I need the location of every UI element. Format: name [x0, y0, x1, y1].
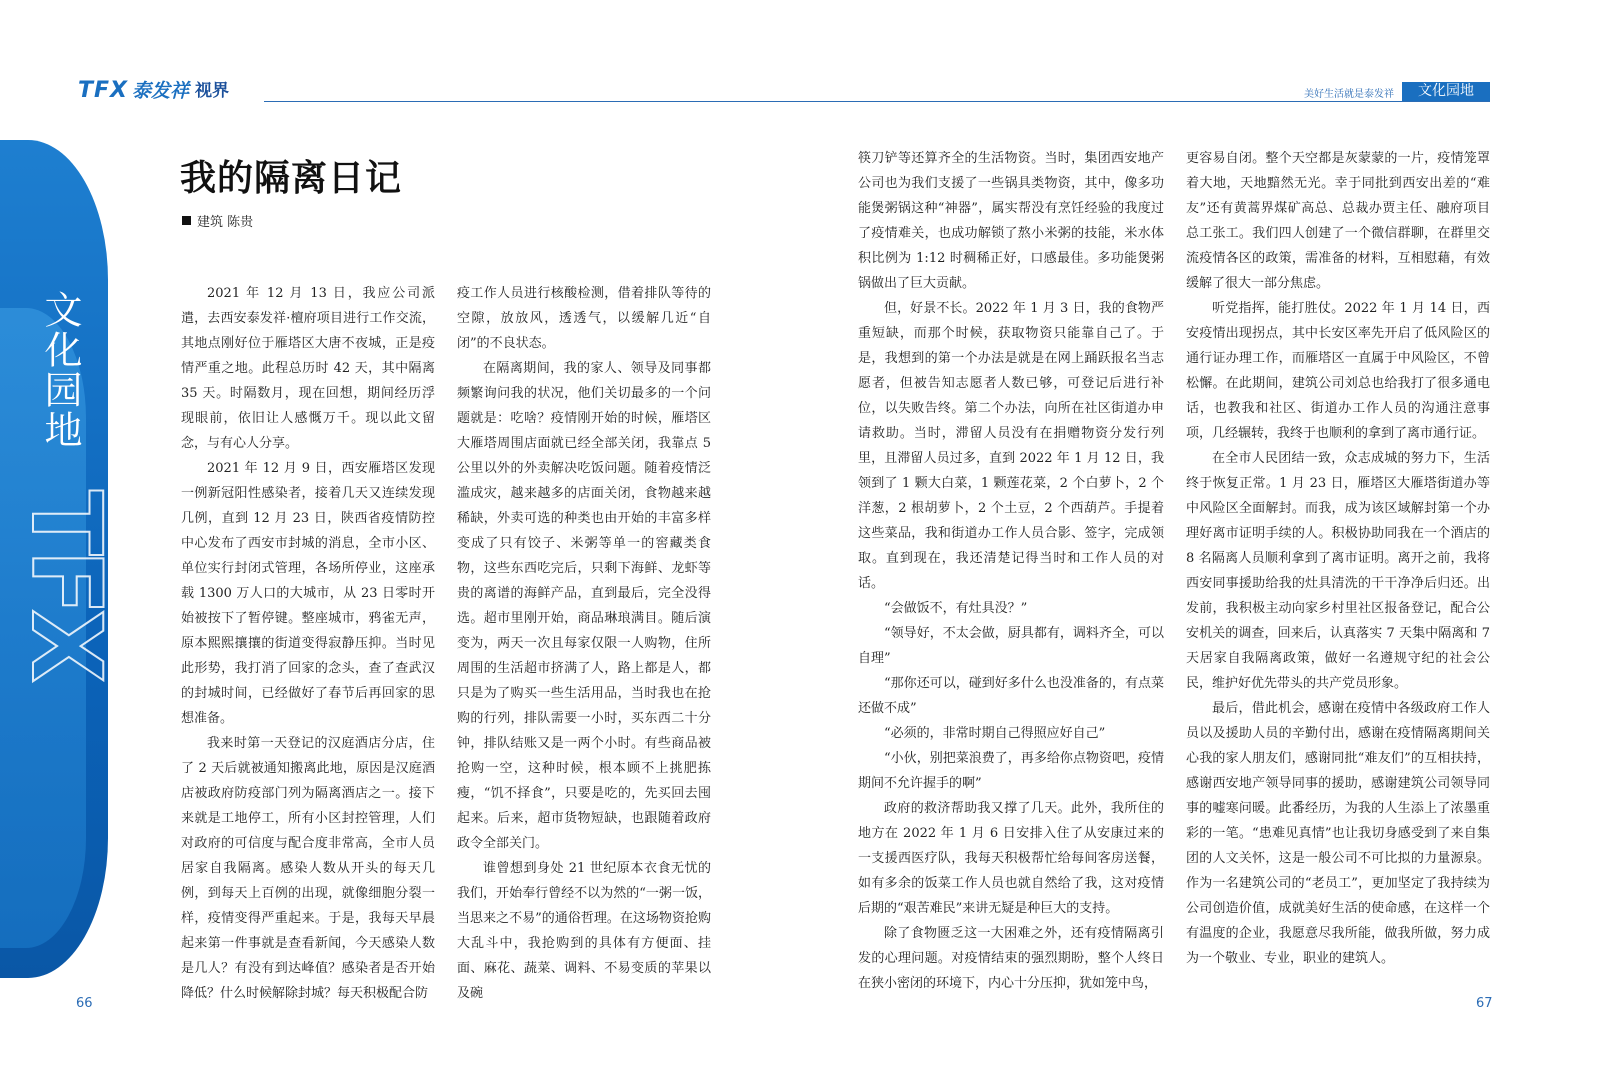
header-divider [264, 101, 1490, 102]
paragraph: 政府的救济帮助我又撑了几天。此外，我所住的地方在 2022 年 1 月 6 日安排入住了从安康过来的一支援西医疗队，我每天积极帮忙给每间客房送餐，如有多余的饭菜工作人员也就自然给了我，这对疫情后期的“艰苦难民”来讲无疑是种巨大的支持。 [858, 801, 1164, 916]
logo-tfx-text: TFX [78, 78, 128, 103]
side-section-title: 文化园地 [38, 290, 82, 450]
article-title: 我的隔离日记 [180, 158, 403, 199]
dialogue-line: “小伙，别把菜浪费了，再多给你点物资吧，疫情期间不允许握手的啊” [858, 751, 1164, 791]
paragraph: 在隔离期间，我的家人、领导及同事都频繁询问我的状况，他们关切最多的一个问题就是：吃啥？疫情刚开始的时候，雁塔区大雁塔周围店面就已经全部关闭，我靠点 5 公里以外的外卖解决吃饭问题。随着疫情泛滥成灾，越来越多的店面关闭，食物越来越稀缺，外卖可选的种类也由开始的丰富多样变成了只有饺子、米粥等单一的窖藏类食物，这些东西吃完后，只剩下海鲜、龙虾等贵的离谱的海鲜产品，直到最后，完全没得选。超市里刚开始，商品琳琅满目。随后演变为，两天一次且每家仅限一人购物，住所周围的生活超市挤满了人，路上都是人，都只是为了购买一些生活用品，当时我也在抢购的行列，排队需要一小时，买东西二十分钟，排队结账又是一两个小时。有些商品被抢购一空，这种时候，根本顾不上挑肥拣瘦，“饥不择食”，只要是吃的，先买回去囤起来。后来，超市货物短缺，也跟随着政府政令全部关门。 [457, 361, 711, 851]
dialogue-line: “必须的，非常时期自己得照应好自己” [884, 726, 1106, 741]
dialogue-line: “会做饭不，有灶具没？” [884, 601, 1028, 616]
page-header [78, 80, 1490, 104]
article-column-4 [1186, 146, 1490, 971]
dialogue-line: “领导好，不太会做，厨具都有，调料齐全，可以自理” [858, 626, 1164, 666]
article-column-3 [858, 146, 1164, 996]
paragraph: 谁曾想到身处 21 世纪原本衣食无忧的我们，开始奉行曾经不以为然的“一粥一饭，当思来之不易”的通俗哲理。在这场物资抢购大乱斗中，我抢购到的具体有方便面、挂面、麻花、蔬菜、调料、不易变质的苹果以及碗 [457, 861, 711, 1001]
paragraph: 听党指挥，能打胜仗。2022 年 1 月 14 日，西安疫情出现拐点，其中长安区率先开启了低风险区的通行证办理工作，而雁塔区一直属于中风险区，不曾松懈。在此期间，建筑公司刘总也给我打了很多通电话，也教我和社区、街道办工作人员的沟通注意事项，几经辗转，我终于也顺利的拿到了离市通行证。 [1186, 301, 1490, 441]
paragraph: 筷刀铲等还算齐全的生活物资。当时，集团西安地产公司也为我们支援了一些锅具类物资，其中，像多功能煲粥锅这种“神器”，属实帮没有烹饪经验的我度过了疫情难关，也成功解锁了熬小米粥的技能，米水体积比例为 1:12 时稠稀正好，口感最佳。多功能煲粥锅做出了巨大贡献。 [858, 151, 1164, 291]
paragraph: 除了食物匮乏这一大困难之外，还有疫情隔离引发的心理问题。对疫情结束的强烈期盼，整个人终日在狭小密闭的环境下，内心十分压抑，犹如笼中鸟， [858, 926, 1164, 991]
paragraph: 我来时第一天登记的汉庭酒店分店，住了 2 天后就被通知搬离此地，原因是汉庭酒店被政府防疫部门列为隔离酒店之一。接下来就是工地停工，所有小区封控管理，人们对政府的可信度与配合度非常高，全市人员居家自我隔离。感染人数从开头的每天几例，到每天上百例的出现，就像细胞分裂一样，疫情变得严重起来。于是，我每天早晨起来第一件事就是查看新闻，今天感染人数是几人？有没有到达峰值？感染者是否开始降低？什么时候解除封城？每天积极配合防 [181, 736, 435, 1001]
paragraph: 但，好景不长。2022 年 1 月 3 日，我的食物严重短缺，而那个时候，获取物资只能靠自己了。于是，我想到的第一个办法是就是在网上踊跃报名当志愿者，但被告知志愿者人数已够，可登记后进行补位，以失败告终。第二个办法，向所在社区街道办申请救助。当时，滞留人员没有在捐赠物资分发行列里，且滞留人员过多，直到 2022 年 1 月 12 日，我领到了 1 颗大白菜，1 颗莲花菜，2 个白萝卜，2 个洋葱，2 根胡萝卜，2 个土豆，2 个西葫芦。手提着这些菜品，我和街道办工作人员合影、签字，完成领取。直到现在，我还清楚记得当时和工作人员的对话。 [858, 301, 1164, 591]
article-column-1 [181, 281, 435, 1006]
header-slogan: 美好生活就是泰发祥 [1304, 89, 1394, 100]
paragraph: 2021 年 12 月 13 日，我应公司派遣，去西安泰发祥·檀府项目进行工作交流，其地点刚好位于雁塔区大唐不夜城，正是疫情严重之地。此程总历时 42 天，其中隔离 35 天。时隔数月，现在回想，期间经历浮现眼前，依旧让人感慨万千。现以此文留念，与有心人分享。 [181, 286, 435, 451]
brand-logo [78, 80, 229, 102]
paragraph: 在全市人民团结一致，众志成城的努力下，生活终于恢复正常。1 月 23 日，雁塔区大雁塔街道办等中风险区全面解封。而我，成为该区域解封第一个办理好离市证明手续的人。积极协助同我在一个酒店的 8 名隔离人员顺利拿到了离市证明。离开之前，我将西安同事援助给我的灶具清洗的干干净净后归还。出发前，我积极主动向家乡村里社区报备登记，配合公安机关的调查，回来后，认真落实 7 天集中隔离和 7 天居家自我隔离政策，做好一名遵规守纪的社会公民，维护好优先带头的共产党员形象。 [1186, 451, 1490, 691]
logo-subtitle: 视界 [195, 81, 230, 101]
section-badge: 文化园地 [1402, 82, 1490, 101]
author-name: 建筑 陈贵 [197, 215, 254, 230]
dialogue-line: “那你还可以，碰到好多什么也没准备的，有点菜还做不成” [858, 676, 1164, 716]
side-watermark-logo: TFX [10, 490, 122, 678]
paragraph: 最后，借此机会，感谢在疫情中各级政府工作人员以及援助人员的辛勤付出，感谢在疫情隔离期间关心我的家人朋友们，感谢同批“难友们”的互相扶持，感谢西安地产领导同事的援助，感谢建筑公司领导同事的嘘寒问暖。此番经历，为我的人生添上了浓墨重彩的一笔。“患难见真情”也让我切身感受到了来自集团的人文关怀，这是一般公司不可比拟的力量源泉。作为一名建筑公司的“老员工”，更加坚定了我持续为公司创造价值，成就美好生活的使命感，在这样一个有温度的企业，我愿意尽我所能，做我所做，努力成为一个敬业、专业，职业的建筑人。 [1186, 701, 1490, 966]
article-author [182, 211, 253, 230]
page-number-left: 66 [76, 996, 93, 1011]
logo-brand-name: 泰发祥 [132, 80, 190, 102]
author-square-icon [182, 216, 191, 225]
paragraph: 2021 年 12 月 9 日，西安雁塔区发现一例新冠阳性感染者，接着几天又连续发现几例，直到 12 月 23 日，陕西省疫情防控中心发布了西安市封城的消息，全市小区、单位实行封闭式管理，各场所停业，这座承载 1300 万人口的大城市，从 23 日零时开始被按下了暂停键。整座城市，鸦雀无声，原本熙熙攘攘的街道变得寂静压抑。当时见此形势，我打消了回家的念头，查了查武汉的封城时间，已经做好了春节后再回家的思想准备。 [181, 461, 435, 726]
paragraph: 疫工作人员进行核酸检测，借着排队等待的空隙，放放风，透透气，以缓解几近“自闭”的不良状态。 [457, 286, 711, 351]
article-column-2 [457, 281, 711, 1006]
paragraph: 更容易自闭。整个天空都是灰蒙蒙的一片，疫情笼罩着大地，天地黯然无光。幸于同批到西安出差的“难友”还有黄蒿界煤矿高总、总裁办贾主任、融府项目总工张工。我们四人创建了一个微信群聊，在群里交流疫情各区的政策，需准备的材料，互相慰藉，有效缓解了很大一部分焦虑。 [1186, 151, 1490, 291]
page-number-right: 67 [1476, 996, 1493, 1011]
